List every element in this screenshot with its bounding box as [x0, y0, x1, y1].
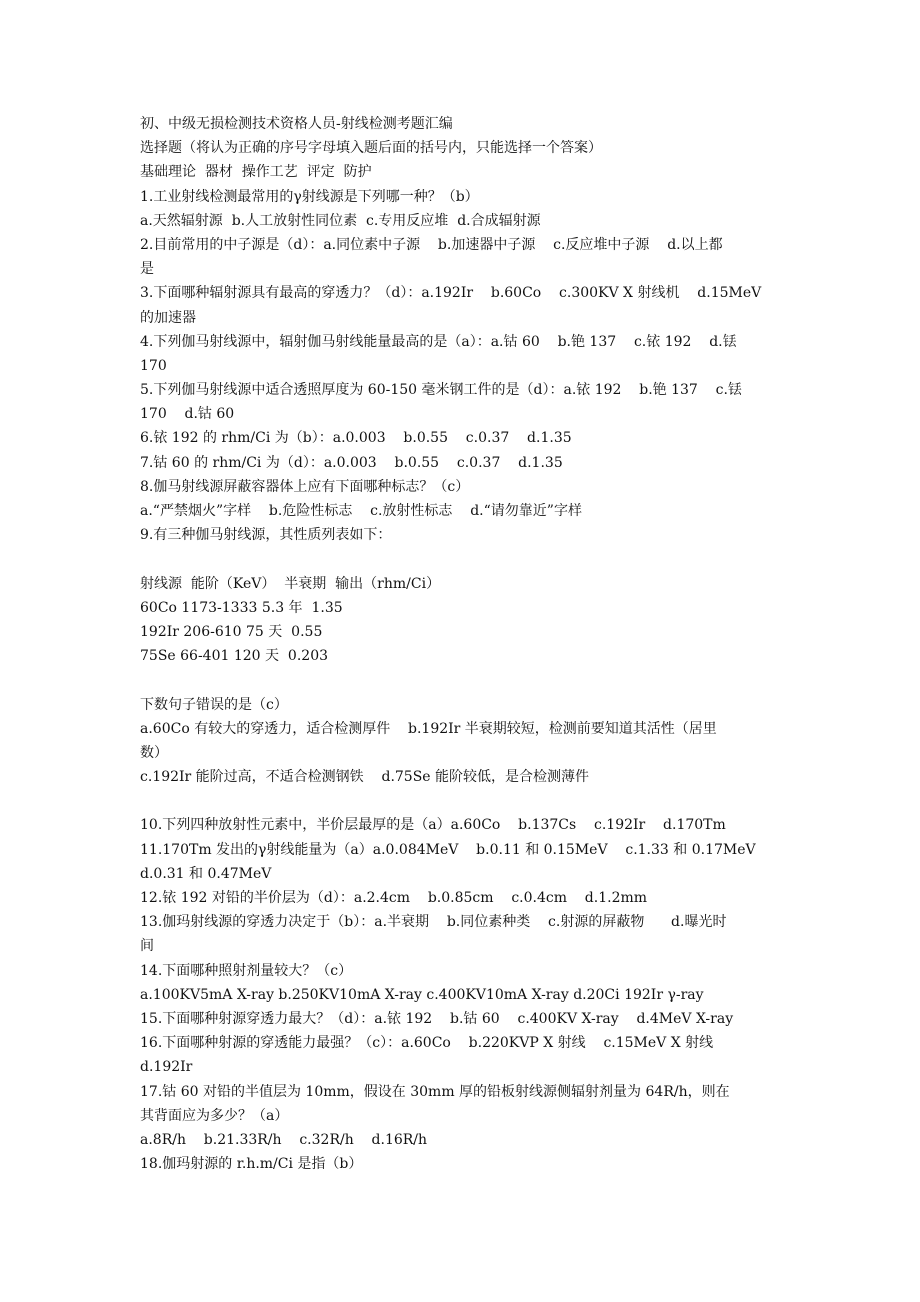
text-line: 基础理论 器材 操作工艺 评定 防护	[140, 164, 372, 181]
text-line: d.0.31 和 0.47MeV	[140, 865, 272, 882]
text-line: 4.下列伽马射线源中，辐射伽马射线能量最高的是（a）：a.钴 60 b.铯 137 c.铱 192 d.铥	[140, 333, 737, 350]
text-line: 5.下列伽马射线源中适合透照厚度为 60-150 毫米钢工件的是（d）：a.铱 192 b.铯 137 c.铥	[140, 382, 742, 399]
text-line: 的加速器	[140, 309, 196, 326]
text-line: 10.下列四种放射性元素中，半价层最厚的是（a）a.60Co b.137Cs c.192Ir d.170Tm	[140, 817, 726, 834]
text-line: 170	[140, 357, 167, 374]
text-line: 7.钴 60 的 rhm/Ci 为（d）：a.0.003 b.0.55 c.0.37 d.1.35	[140, 454, 563, 471]
text-line: 1.工业射线检测最常用的γ射线源是下列哪一种？（b）	[140, 188, 479, 205]
text-line: 15.下面哪种射源穿透力最大？（d）：a.铱 192 b.钴 60 c.400KV X-ray d.4MeV X-ray	[140, 1010, 734, 1027]
text-line: 14.下面哪种照射剂量较大？（c）	[140, 962, 353, 979]
blank-line	[140, 789, 788, 813]
text-line: 其背面应为多少？（a）	[140, 1107, 289, 1124]
document-body	[140, 112, 788, 1176]
text-line: 下数句子错误的是（c）	[140, 696, 288, 713]
text-line: 60Co 1173-1333 5.3 年 1.35	[140, 599, 343, 616]
text-line: a.60Co 有较大的穿透力，适合检测厚件 b.192Ir 半衰期较短，检测前要知道其活性（居里	[140, 720, 717, 737]
text-line: a.“严禁烟火”字样 b.危险性标志 c.放射性标志 d.“请勿靠近”字样	[140, 503, 582, 519]
text-line: 13.伽玛射线源的穿透力决定于（b）：a.半衰期 b.同位素种类 c.射源的屏蔽物 d.曝光时	[140, 914, 727, 931]
document-title: 初、中级无损检测技术资格人员-射线检测考题汇编	[140, 116, 453, 132]
text-line: 170 d.钴 60	[140, 406, 235, 423]
text-line: 9.有三种伽马射线源，其性质列表如下：	[140, 527, 392, 544]
text-line: 间	[140, 938, 154, 955]
text-line: 16.下面哪种射源的穿透能力最强？（c）：a.60Co b.220KVP X 射线 c.15MeV X 射线	[140, 1035, 714, 1052]
text-line: 192Ir 206-610 75 天 0.55	[140, 623, 323, 640]
text-line: a.100KV5mA X-ray b.250KV10mA X-ray c.400KV10mA X-ray d.20Ci 192Ir γ-ray	[140, 986, 704, 1003]
text-line: 17.钴 60 对铅的半值层为 10mm，假设在 30mm 厚的铅板射线源侧辐射剂量为 64R/h，则在	[140, 1083, 730, 1100]
text-line: 是	[140, 261, 154, 278]
text-line: 11.170Tm 发出的γ射线能量为（a）a.0.084MeV b.0.11 和 0.15MeV c.1.33 和 0.17MeV	[140, 841, 756, 858]
text-line: 选择题（将认为正确的序号字母填入题后面的括号内，只能选择一个答案）	[140, 140, 602, 157]
text-line: 12.铱 192 对铅的半价层为（d）：a.2.4cm b.0.85cm c.0.4cm d.1.2mm	[140, 890, 648, 906]
text-line: 8.伽马射线源屏蔽容器体上应有下面哪种标志？（c）	[140, 478, 470, 495]
blank-line	[140, 547, 788, 571]
text-line: 数）	[140, 744, 168, 761]
blank-line	[140, 668, 788, 692]
text-line: 3.下面哪种辐射源具有最高的穿透力？（d）：a.192Ir b.60Co c.300KV X 射线机 d.15MeV	[140, 285, 762, 302]
text-line: 18.伽玛射源的 r.h.m/Ci 是指（b）	[140, 1156, 363, 1173]
text-line: d.192Ir	[140, 1059, 193, 1076]
text-line: c.192Ir 能阶过高，不适合检测钢铁 d.75Se 能阶较低，是合检测薄件	[140, 769, 590, 786]
text-line: a.8R/h b.21.33R/h c.32R/h d.16R/h	[140, 1131, 428, 1148]
text-line: 6.铱 192 的 rhm/Ci 为（b）：a.0.003 b.0.55 c.0.37 d.1.35	[140, 430, 572, 447]
text-line: a.天然辐射源 b.人工放射性同位素 c.专用反应堆 d.合成辐射源	[140, 212, 541, 229]
text-line: 75Se 66-401 120 天 0.203	[140, 648, 329, 665]
text-line: 射线源 能阶（KeV） 半衰期 输出（rhm/Ci）	[140, 575, 441, 592]
text-line: 2.目前常用的中子源是（d）：a.同位素中子源 b.加速器中子源 c.反应堆中子源 d.以上都	[140, 236, 723, 253]
